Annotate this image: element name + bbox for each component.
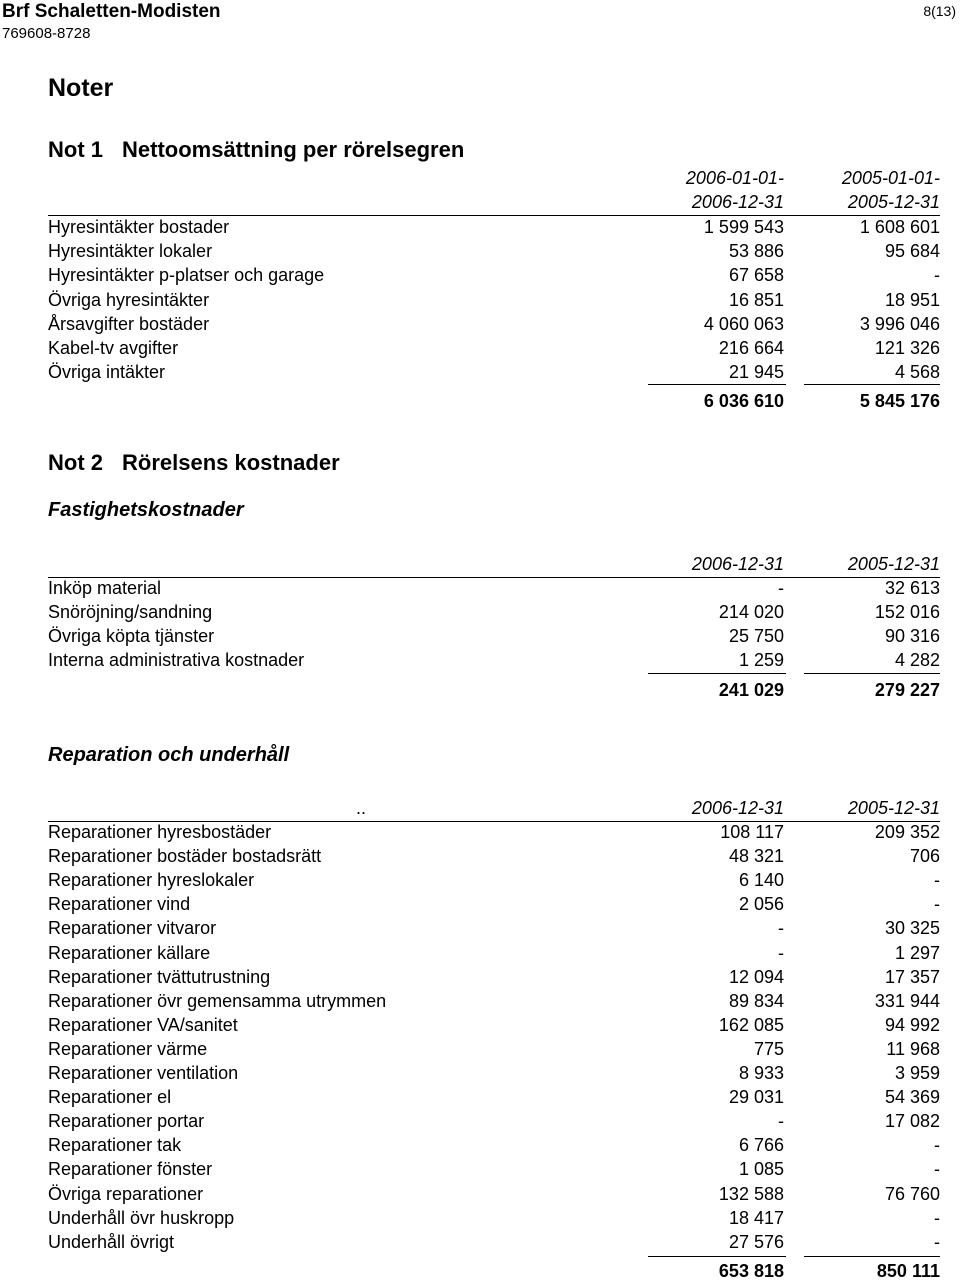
value-2005: 3 996 046 bbox=[859, 313, 940, 334]
value-2005: 90 316 bbox=[884, 626, 940, 646]
value-2005: 94 992 bbox=[884, 1014, 940, 1035]
row-label: Hyresintäkter p-platser och garage bbox=[48, 265, 325, 286]
reparation-col1: 2006-12-31 bbox=[691, 798, 784, 818]
table-row bbox=[48, 312, 940, 336]
row-label: Reparationer värme bbox=[48, 1038, 208, 1059]
reparation-total-2005: 850 111 bbox=[876, 1261, 940, 1281]
table-row bbox=[48, 1206, 940, 1230]
note1-heading bbox=[48, 137, 464, 163]
value-2005: 209 352 bbox=[874, 822, 940, 842]
row-label: Reparationer vitvaror bbox=[48, 918, 217, 939]
table-row bbox=[48, 941, 940, 965]
row-label: Inköp material bbox=[48, 578, 162, 598]
table-row bbox=[48, 820, 940, 844]
value-2005: 18 951 bbox=[884, 289, 940, 310]
value-2006: 27 576 bbox=[728, 1231, 784, 1252]
value-2006: 4 060 063 bbox=[703, 313, 784, 334]
reparation-total-rule-2006 bbox=[648, 1256, 786, 1257]
value-2005: 1 608 601 bbox=[859, 217, 940, 237]
row-label: Reparationer ventilation bbox=[48, 1063, 239, 1083]
value-2005: 76 760 bbox=[884, 1183, 940, 1204]
note1-header-line2 bbox=[48, 190, 940, 214]
note2-heading bbox=[48, 450, 340, 476]
row-label: Reparationer el bbox=[48, 1087, 172, 1108]
table-row bbox=[48, 989, 940, 1013]
value-2006: 25 750 bbox=[728, 626, 784, 646]
note2-number: Not 2 bbox=[48, 450, 103, 475]
table-row bbox=[48, 1109, 940, 1133]
table-row bbox=[48, 1061, 940, 1085]
value-2006: - bbox=[778, 578, 784, 598]
value-2005: 30 325 bbox=[884, 918, 940, 939]
value-2005: 152 016 bbox=[874, 602, 940, 622]
value-2006: 162 085 bbox=[718, 1014, 784, 1035]
row-label: Hyresintäkter lokaler bbox=[48, 241, 213, 262]
value-2005: 1 297 bbox=[894, 942, 940, 963]
organization-name: Brf Schaletten-Modisten bbox=[2, 1, 221, 22]
reparation-col2: 2005-12-31 bbox=[847, 798, 940, 818]
value-2006: 18 417 bbox=[728, 1207, 784, 1228]
reparation-heading: Reparation och underhåll bbox=[48, 744, 290, 766]
fastighet-total-2006: 241 029 bbox=[718, 680, 784, 700]
row-label: Snöröjning/sandning bbox=[48, 602, 213, 622]
row-label: Övriga hyresintäkter bbox=[48, 289, 210, 310]
value-2006: 53 886 bbox=[728, 241, 784, 262]
note1-col1-line2: 2006-12-31 bbox=[691, 192, 784, 212]
table-row bbox=[48, 576, 940, 600]
table-row bbox=[48, 263, 940, 287]
value-2005: - bbox=[934, 1231, 940, 1252]
row-label: Reparationer hyresbostäder bbox=[48, 822, 272, 842]
note1-total-row bbox=[48, 389, 940, 413]
note1-total-rule-2006 bbox=[648, 384, 786, 385]
value-2006: 6 766 bbox=[738, 1135, 784, 1156]
note2-title: Rörelsens kostnader bbox=[122, 450, 340, 475]
value-2005: 706 bbox=[909, 846, 940, 867]
value-2005: 3 959 bbox=[894, 1063, 940, 1083]
fastighet-heading: Fastighetskostnader bbox=[48, 499, 244, 521]
note1-title: Nettoomsättning per rörelsegren bbox=[122, 137, 465, 162]
value-2006: 29 031 bbox=[728, 1087, 784, 1108]
value-2006: 21 945 bbox=[728, 362, 784, 383]
value-2006: 1 085 bbox=[738, 1159, 784, 1180]
table-row bbox=[48, 648, 940, 672]
table-row bbox=[48, 1013, 940, 1037]
reparation-total-rule-2005 bbox=[804, 1256, 940, 1257]
fastighet-total-row bbox=[48, 678, 940, 702]
table-row bbox=[48, 215, 940, 239]
table-row bbox=[48, 360, 940, 384]
value-2005: 17 082 bbox=[884, 1111, 940, 1132]
fastighet-total-2005: 279 227 bbox=[874, 680, 940, 700]
value-2006: 12 094 bbox=[728, 966, 784, 987]
row-label: Underhåll övrigt bbox=[48, 1231, 175, 1252]
value-2005: 32 613 bbox=[884, 578, 940, 598]
row-label: Reparationer portar bbox=[48, 1111, 205, 1132]
value-2006: 89 834 bbox=[728, 990, 784, 1011]
table-row bbox=[48, 1037, 940, 1061]
value-2006: - bbox=[778, 942, 784, 963]
value-2005: 121 326 bbox=[874, 338, 940, 358]
note1-col2-line2: 2005-12-31 bbox=[847, 192, 940, 212]
value-2005: 11 968 bbox=[886, 1038, 940, 1059]
row-label: Kabel-tv avgifter bbox=[48, 338, 179, 358]
value-2006: - bbox=[778, 1111, 784, 1132]
table-row bbox=[48, 239, 940, 263]
value-2005: 4 282 bbox=[894, 650, 940, 670]
fastighet-total-rule-2006 bbox=[648, 673, 786, 674]
value-2006: 214 020 bbox=[718, 602, 784, 622]
value-2005: - bbox=[934, 894, 940, 915]
organization-number: 769608-8728 bbox=[2, 25, 91, 42]
row-label: Hyresintäkter bostader bbox=[48, 217, 230, 237]
note1-total-2005: 5 845 176 bbox=[859, 391, 940, 411]
fastighet-header-row bbox=[48, 552, 940, 576]
table-row bbox=[48, 1230, 940, 1254]
table-row bbox=[48, 916, 940, 940]
value-2006: 8 933 bbox=[738, 1063, 784, 1083]
value-2006: 216 664 bbox=[718, 338, 784, 358]
table-row bbox=[48, 1133, 940, 1157]
value-2005: 4 568 bbox=[894, 362, 940, 383]
note1-header-line1 bbox=[48, 166, 940, 190]
note1-col2-line1: 2005-01-01- bbox=[841, 168, 940, 188]
note1-total-rule-2005 bbox=[804, 384, 940, 385]
value-2006: 48 321 bbox=[728, 846, 784, 867]
note1-number: Not 1 bbox=[48, 137, 103, 162]
fastighet-col1: 2006-12-31 bbox=[691, 554, 784, 574]
value-2006: 67 658 bbox=[728, 265, 784, 286]
table-row bbox=[48, 624, 940, 648]
value-2005: 331 944 bbox=[874, 990, 940, 1011]
table-row bbox=[48, 288, 940, 312]
value-2005: - bbox=[934, 1159, 940, 1180]
row-label: Underhåll övr huskropp bbox=[48, 1207, 235, 1228]
value-2006: 6 140 bbox=[738, 870, 784, 891]
value-2006: 1 259 bbox=[738, 650, 784, 670]
value-2006: 775 bbox=[753, 1038, 784, 1059]
value-2006: 1 599 543 bbox=[703, 217, 784, 237]
table-row bbox=[48, 336, 940, 360]
row-label: Reparationer fönster bbox=[48, 1159, 213, 1180]
table-row bbox=[48, 1085, 940, 1109]
page-number: 8(13) bbox=[923, 3, 956, 19]
reparation-total-2006: 653 818 bbox=[718, 1261, 784, 1281]
value-2005: - bbox=[934, 1207, 940, 1228]
page-title: Noter bbox=[48, 74, 114, 102]
value-2005: - bbox=[934, 870, 940, 891]
row-label: Reparationer övr gemensamma utrymmen bbox=[48, 990, 387, 1011]
table-row bbox=[48, 868, 940, 892]
table-row bbox=[48, 1157, 940, 1181]
table-row bbox=[48, 965, 940, 989]
table-row bbox=[48, 1182, 940, 1206]
value-2005: 95 684 bbox=[884, 241, 940, 262]
value-2006: - bbox=[778, 918, 784, 939]
note1-total-2006: 6 036 610 bbox=[703, 391, 784, 411]
row-label: Reparationer VA/sanitet bbox=[48, 1014, 238, 1035]
value-2006: 108 117 bbox=[720, 822, 784, 842]
value-2006: 16 851 bbox=[728, 289, 784, 310]
note1-col1-line1: 2006-01-01- bbox=[685, 168, 784, 188]
table-row bbox=[48, 600, 940, 624]
value-2005: - bbox=[934, 1135, 940, 1156]
reparation-marker: .. bbox=[355, 798, 366, 818]
row-label: Reparationer vind bbox=[48, 894, 191, 915]
value-2006: 2 056 bbox=[738, 894, 784, 915]
fastighet-col2: 2005-12-31 bbox=[847, 554, 940, 574]
row-label: Reparationer källare bbox=[48, 942, 211, 963]
row-label: Interna administrativa kostnader bbox=[48, 650, 305, 670]
row-label: Årsavgifter bostäder bbox=[48, 313, 210, 334]
table-row bbox=[48, 844, 940, 868]
row-label: Reparationer bostäder bostadsrätt bbox=[48, 846, 322, 867]
row-label: Reparationer tak bbox=[48, 1135, 182, 1156]
table-row bbox=[48, 892, 940, 916]
value-2005: - bbox=[934, 265, 940, 286]
reparation-header-row bbox=[48, 796, 940, 820]
value-2005: 17 357 bbox=[884, 966, 940, 987]
row-label: Reparationer hyreslokaler bbox=[48, 870, 255, 891]
reparation-total-row bbox=[48, 1259, 940, 1283]
fastighet-total-rule-2005 bbox=[804, 673, 940, 674]
row-label: Övriga reparationer bbox=[48, 1183, 204, 1204]
row-label: Övriga intäkter bbox=[48, 362, 166, 383]
row-label: Reparationer tvättutrustning bbox=[48, 966, 271, 987]
value-2005: 54 369 bbox=[884, 1087, 940, 1108]
row-label: Övriga köpta tjänster bbox=[48, 626, 215, 646]
value-2006: 132 588 bbox=[718, 1183, 784, 1204]
